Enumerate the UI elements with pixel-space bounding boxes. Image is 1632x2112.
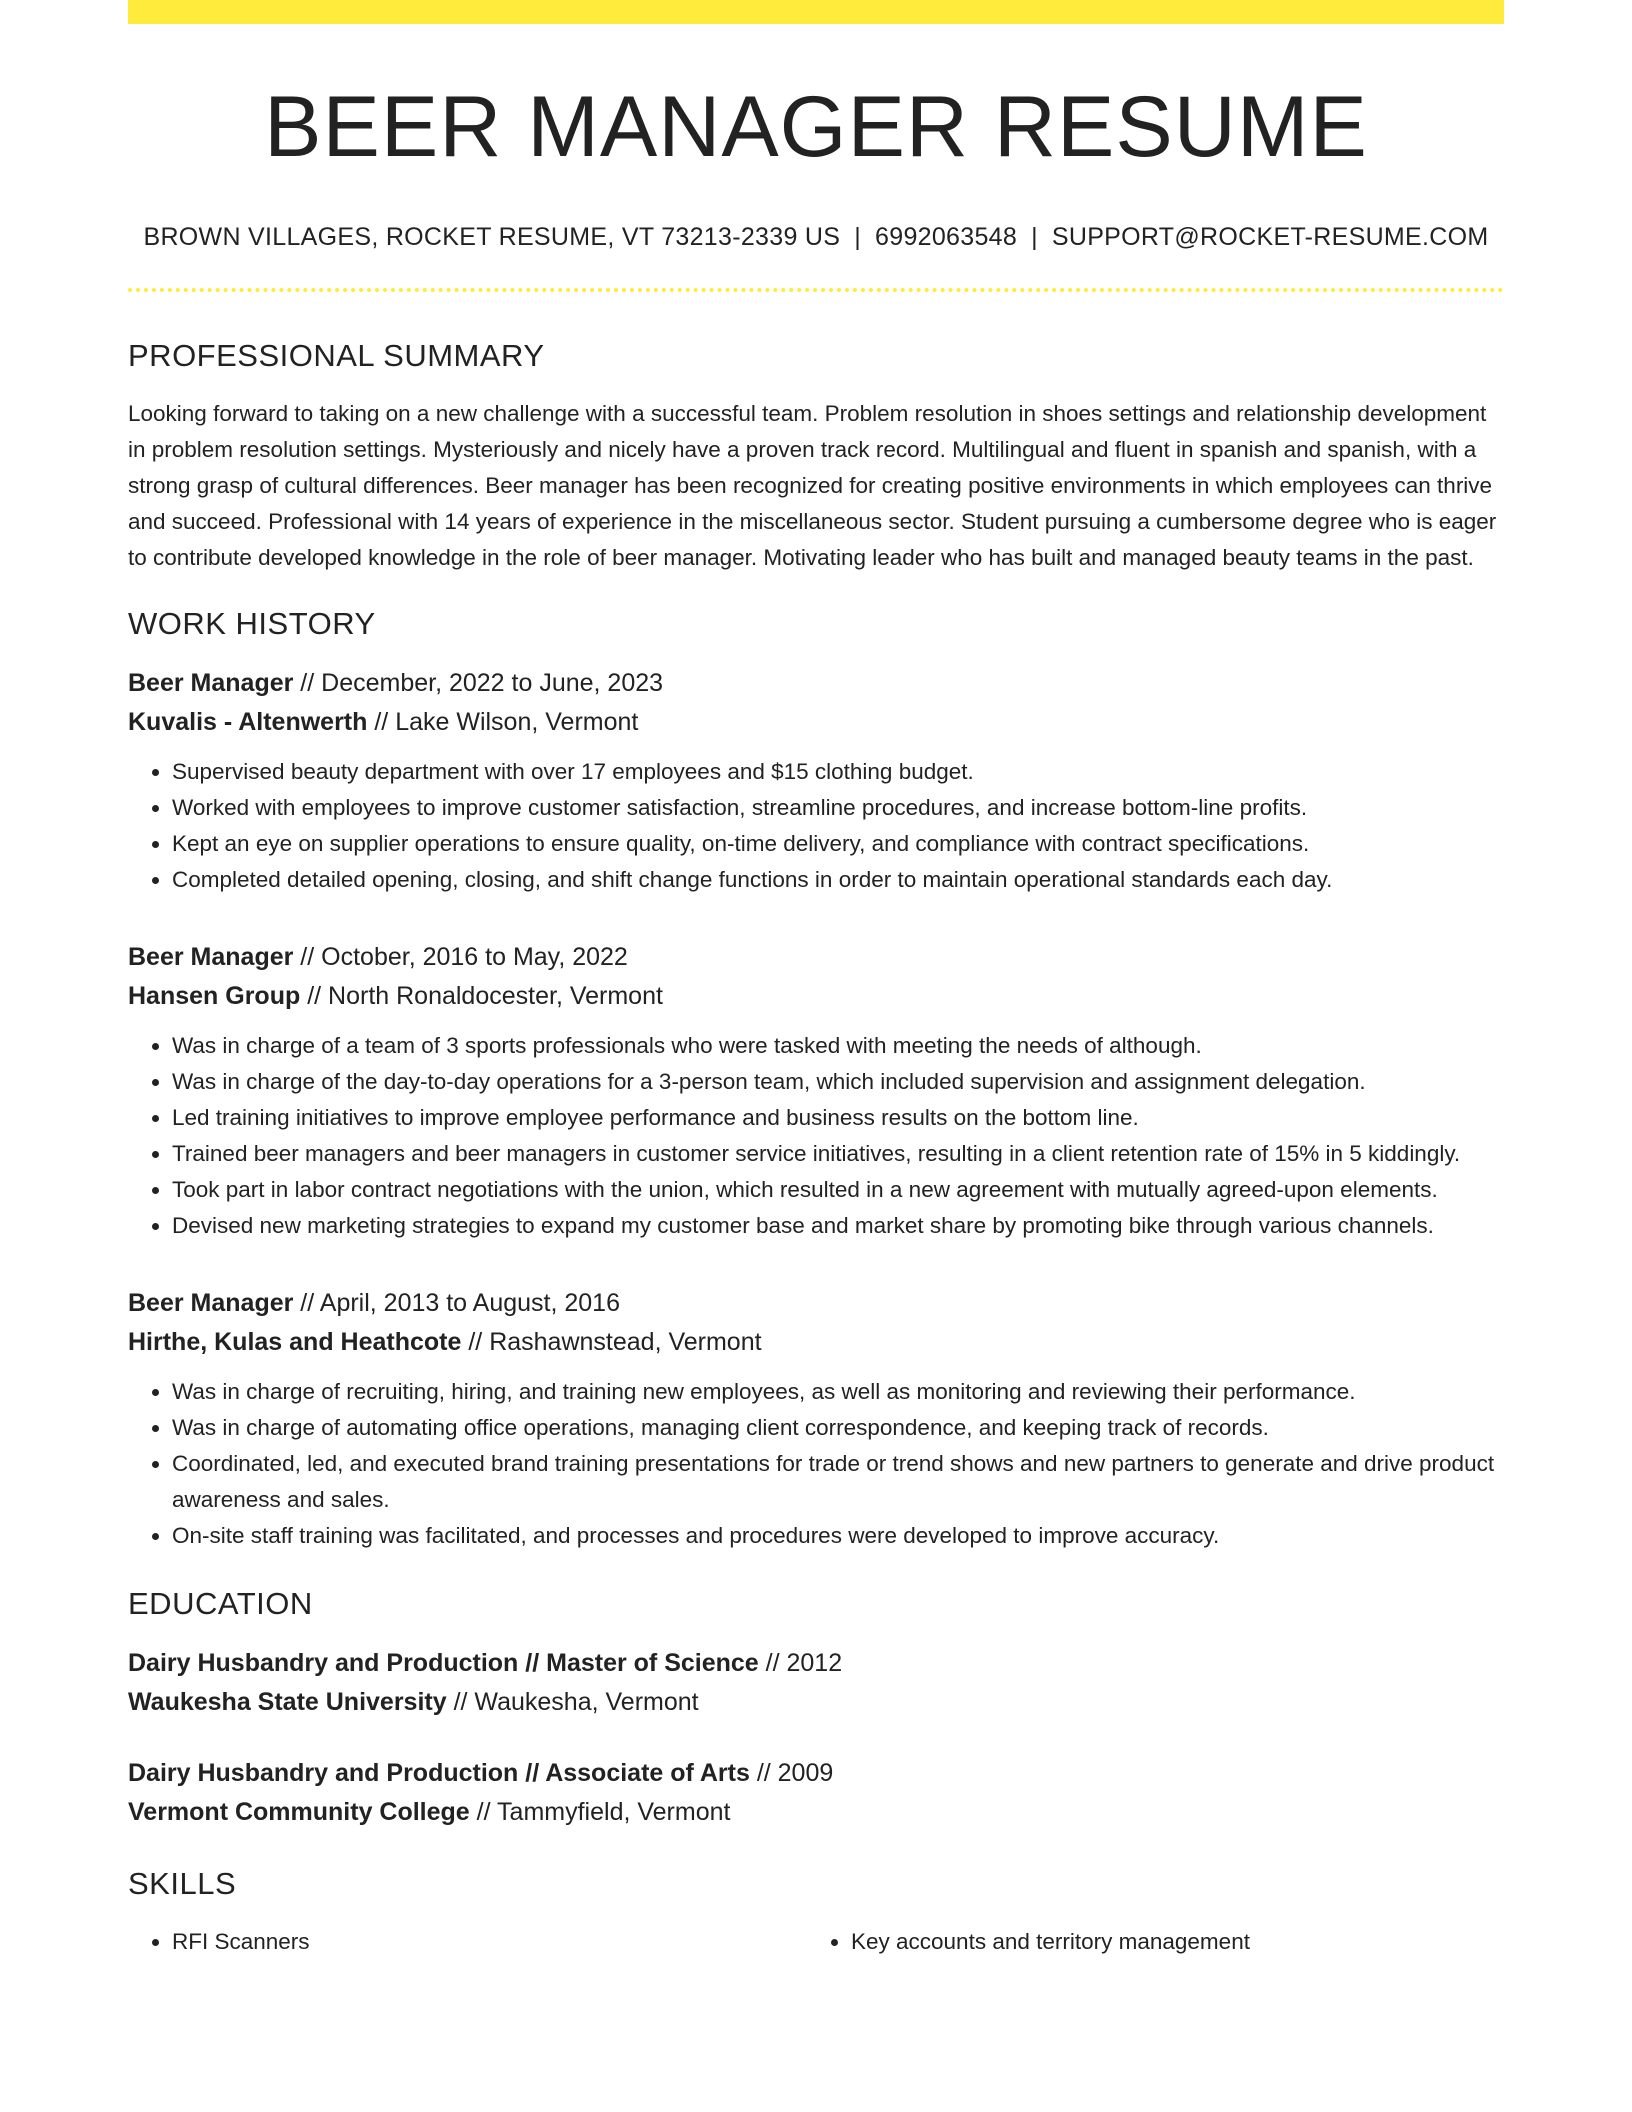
job-title: Beer Manager bbox=[128, 1288, 294, 1317]
job-entry bbox=[128, 938, 1504, 1244]
job-entry bbox=[128, 1284, 1504, 1554]
skills-column-right bbox=[807, 1924, 1486, 1960]
header-divider bbox=[128, 288, 1504, 292]
education-school-line bbox=[128, 1793, 1504, 1832]
education-school: Waukesha State University bbox=[128, 1687, 447, 1716]
skills-column-left bbox=[128, 1924, 807, 1960]
education-school-line bbox=[128, 1683, 1504, 1722]
education-school: Vermont Community College bbox=[128, 1797, 470, 1826]
job-company: Hirthe, Kulas and Heathcote bbox=[128, 1327, 462, 1356]
job-location: // North Ronaldocester, Vermont bbox=[300, 981, 663, 1010]
contact-email: SUPPORT@ROCKET-RESUME.COM bbox=[1051, 222, 1489, 251]
education-degree-line bbox=[128, 1754, 1504, 1793]
skill-item: • RFI Scanners bbox=[172, 1924, 807, 1960]
job-company-line bbox=[128, 1323, 1504, 1362]
education-degree: Dairy Husbandry and Production // Master of Science bbox=[128, 1648, 759, 1677]
job-bullet: • Took part in labor contract negotiations with the union, which resulted in a new agreement with mutually agreed-upon elements. bbox=[172, 1172, 1504, 1208]
work-history-heading: WORK HISTORY bbox=[128, 605, 376, 641]
summary-text: Looking forward to taking on a new challenge with a successful team. Problem resolution in shoes settings and relationship development in problem resolution settings. Mysteriously and nicely have a proven track record. Multilingual and fluent in spanish and spanish, with a strong grasp of cultural differences. Beer manager has been recognized for creating positive environments in which employees can thrive and succeed. Professional with 14 years of experience in the miscellaneous sector. Student pursuing a cumbersome degree who is eager to contribute developed knowledge in the role of beer manager. Motivating leader who has built and managed beauty teams in the past. bbox=[128, 400, 1497, 570]
job-bullets bbox=[128, 1374, 1504, 1554]
job-company: Kuvalis - Altenwerth bbox=[128, 707, 368, 736]
skill-item: • Key accounts and territory management bbox=[851, 1924, 1486, 1960]
skills-columns bbox=[128, 1924, 1504, 1960]
job-bullet: • Coordinated, led, and executed brand training presentations for trade or trend shows and new partners to generate and drive product awareness and sales. bbox=[172, 1446, 1504, 1518]
education-year: // 2009 bbox=[749, 1758, 834, 1787]
job-location: // Rashawnstead, Vermont bbox=[461, 1327, 762, 1356]
job-bullet: • Worked with employees to improve customer satisfaction, streamline procedures, and increase bottom-line profits. bbox=[172, 790, 1504, 826]
job-dates: // April, 2013 to August, 2016 bbox=[293, 1288, 620, 1317]
education-location: // Waukesha, Vermont bbox=[446, 1687, 699, 1716]
job-bullet: • Devised new marketing strategies to expand my customer base and market share by promoting bike through various channels. bbox=[172, 1208, 1504, 1244]
job-bullet: • Was in charge of automating office operations, managing client correspondence, and keeping track of records. bbox=[172, 1410, 1504, 1446]
job-bullet: • Completed detailed opening, closing, and shift change functions in order to maintain operational standards each day. bbox=[172, 862, 1504, 898]
top-accent-bar bbox=[128, 0, 1504, 24]
education-degree-line bbox=[128, 1644, 1504, 1683]
job-company: Hansen Group bbox=[128, 981, 301, 1010]
contact-line bbox=[128, 223, 1504, 252]
job-bullet: • On-site staff training was facilitated, and processes and procedures were developed to improve accuracy. bbox=[172, 1518, 1504, 1554]
job-title-line bbox=[128, 1284, 1504, 1323]
job-bullet: • Trained beer managers and beer managers in customer service initiatives, resulting in a client retention rate of 15% in 5 kiddingly. bbox=[172, 1136, 1504, 1172]
education-location: // Tammyfield, Vermont bbox=[469, 1797, 731, 1826]
job-title: Beer Manager bbox=[128, 942, 294, 971]
job-bullet: • Kept an eye on supplier operations to ensure quality, on-time delivery, and compliance with contract specifications. bbox=[172, 826, 1504, 862]
resume-page bbox=[128, 0, 1504, 1960]
education-entry bbox=[128, 1644, 1504, 1722]
job-dates: // December, 2022 to June, 2023 bbox=[293, 668, 664, 697]
job-title-line bbox=[128, 938, 1504, 977]
contact-phone: 6992063548 bbox=[875, 222, 1018, 251]
job-bullet: • Was in charge of a team of 3 sports professionals who were tasked with meeting the needs of although. bbox=[172, 1028, 1504, 1064]
education-entry bbox=[128, 1754, 1504, 1832]
summary-heading: PROFESSIONAL SUMMARY bbox=[128, 337, 545, 373]
job-company-line bbox=[128, 703, 1504, 742]
job-title-line bbox=[128, 664, 1504, 703]
skills-heading: SKILLS bbox=[128, 1865, 237, 1901]
job-title: Beer Manager bbox=[128, 668, 294, 697]
contact-separator: | bbox=[1031, 222, 1038, 251]
job-company-line bbox=[128, 977, 1504, 1016]
job-location: // Lake Wilson, Vermont bbox=[367, 707, 639, 736]
education-heading: EDUCATION bbox=[128, 1585, 313, 1621]
education-degree: Dairy Husbandry and Production // Associate of Arts bbox=[128, 1758, 750, 1787]
job-bullets bbox=[128, 1028, 1504, 1244]
job-bullet: • Led training initiatives to improve employee performance and business results on the bottom line. bbox=[172, 1100, 1504, 1136]
job-dates: // October, 2016 to May, 2022 bbox=[293, 942, 628, 971]
contact-separator: | bbox=[854, 222, 862, 251]
job-bullets bbox=[128, 754, 1504, 898]
education-year: // 2012 bbox=[758, 1648, 843, 1677]
job-bullet: • Was in charge of the day-to-day operations for a 3-person team, which included supervision and assignment delegation. bbox=[172, 1064, 1504, 1100]
job-bullet: • Was in charge of recruiting, hiring, and training new employees, as well as monitoring and reviewing their performance. bbox=[172, 1374, 1504, 1410]
contact-address: BROWN VILLAGES, ROCKET RESUME, VT 73213-2339 US bbox=[143, 222, 841, 251]
job-entry bbox=[128, 664, 1504, 898]
resume-title: BEER MANAGER RESUME bbox=[264, 79, 1368, 175]
job-bullet: • Supervised beauty department with over 17 employees and $15 clothing budget. bbox=[172, 754, 1504, 790]
